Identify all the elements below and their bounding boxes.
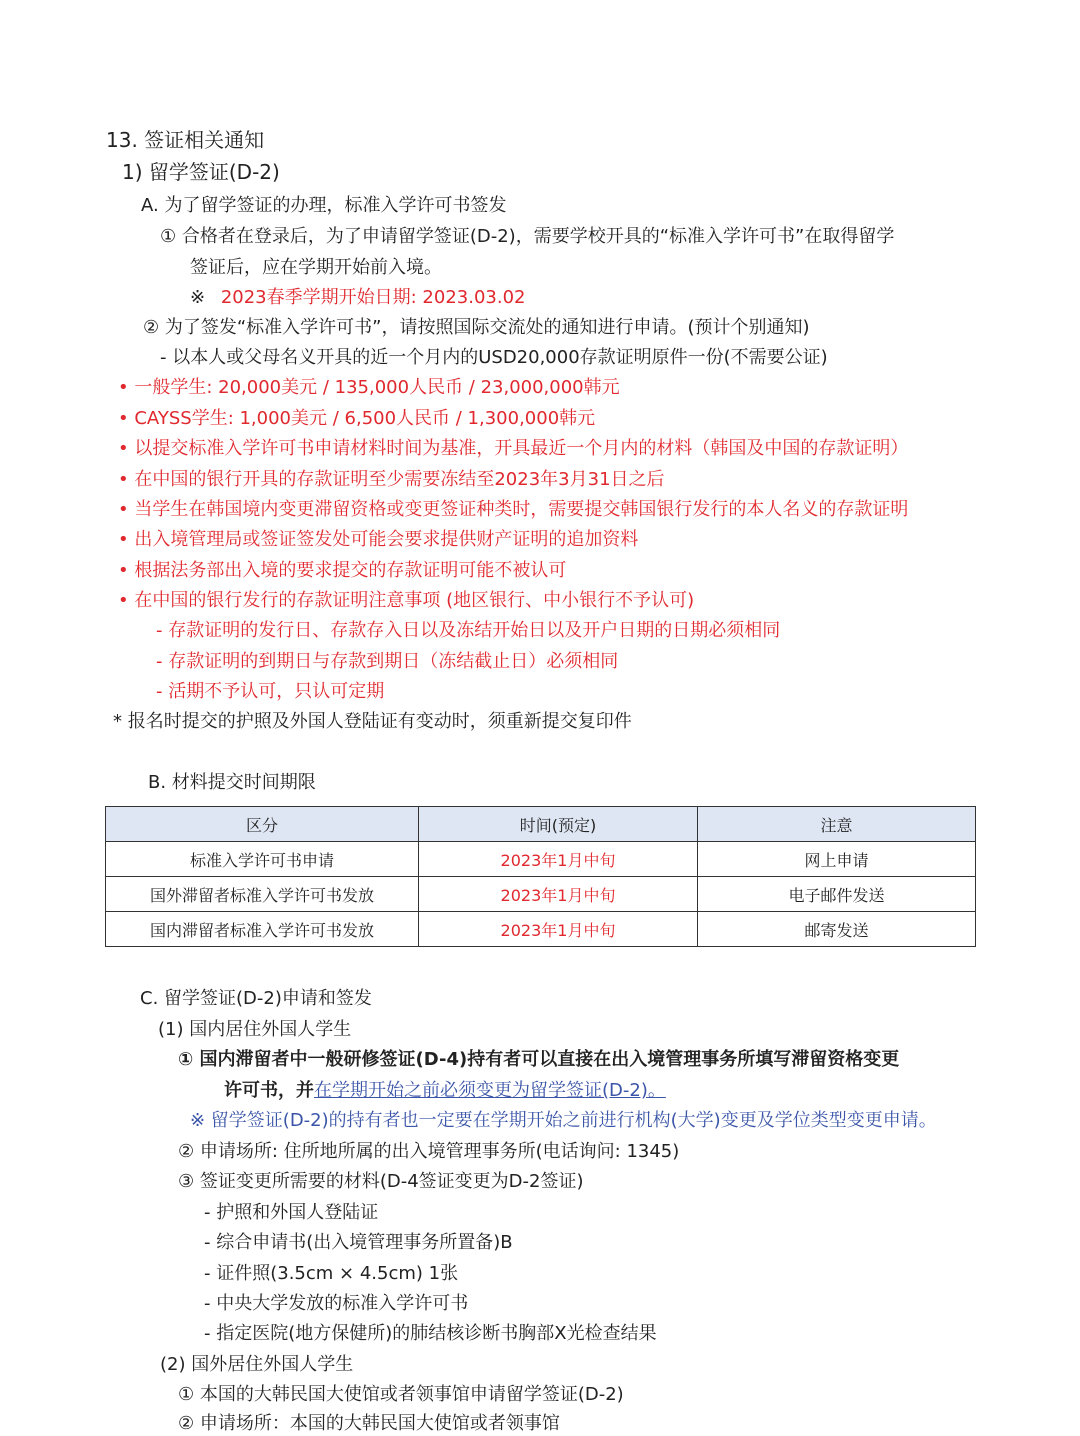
- table-header: 区分: [106, 807, 419, 842]
- material-item: - 中央大学发放的标准入学许可书: [204, 1293, 469, 1314]
- bullet-item: [118, 528, 638, 552]
- material-item: - 指定医院(地方保健所)的肺结核诊断书胸部X光检查结果: [204, 1323, 657, 1344]
- bullet-item: [118, 559, 566, 583]
- start-date-text: 2023春季学期开始日期: 2023.03.02: [220, 287, 526, 308]
- bullet-item: [118, 376, 620, 400]
- item-c2-2: ② 申请场所：本国的大韩民国大使馆或者领事馆: [178, 1413, 560, 1434]
- passport-note: * 报名时提交的护照及外国人登陆证有变动时，须重新提交复印件: [113, 711, 632, 732]
- bullet-text: 出入境管理局或签证签发处可能会要求提供财产证明的追加资料: [134, 529, 639, 550]
- bullet-dot: •: [118, 377, 129, 398]
- section-b-title: B. 材料提交时间期限: [148, 772, 316, 793]
- section-13-title: 13. 签证相关通知: [106, 128, 265, 152]
- item-c1-1-prefix: 许可书，并: [224, 1080, 314, 1101]
- bullet-text: 当学生在韩国境内变更滞留资格或变更签证种类时，需要提交韩国银行发行的本人名义的存款证明: [134, 499, 909, 520]
- item-c2-1: ① 本国的大韩民国大使馆或者领事馆申请留学签证(D-2): [178, 1384, 624, 1405]
- table-cell: 国内滞留者标准入学许可书发放: [106, 912, 419, 947]
- change-visa-link[interactable]: 在学期开始之前必须变更为留学签证(D-2)。: [314, 1080, 666, 1101]
- table-cell: 标准入学许可书申请: [106, 842, 419, 877]
- item-a1-line2: 签证后，应在学期开始前入境。: [190, 257, 442, 278]
- bullet-dot: •: [118, 438, 129, 459]
- table-header: 注意: [698, 807, 976, 842]
- item-a2-sub: - 以本人或父母名义开具的近一个月内的USD20,000存款证明原件一份(不需要公证): [160, 347, 828, 368]
- table-cell: 电子邮件发送: [698, 877, 976, 912]
- bullet-item: [118, 468, 665, 492]
- table-cell: 网上申请: [698, 842, 976, 877]
- item-a2: ② 为了签发“标准入学许可书”，请按照国际交流处的通知进行申请。(预计个别通知): [143, 317, 810, 338]
- item-c1-2: ② 申请场所: 住所地所属的出入境管理事务所(电话询问: 1345): [178, 1141, 680, 1162]
- item-c1-1-line2: [224, 1079, 666, 1103]
- table-row: [106, 842, 976, 877]
- material-item: - 护照和外国人登陆证: [204, 1202, 379, 1223]
- bullet-text: 在中国的银行开具的存款证明至少需要冻结至2023年3月31日之后: [134, 469, 665, 490]
- item-c1-1-line1: ① 国内滞留者中一般研修签证(D-4)持有者可以直接在出入境管理事务所填写滞留资格变更: [178, 1049, 900, 1070]
- section-a-title: A. 为了留学签证的办理，标准入学许可书签发: [141, 195, 507, 216]
- table-cell: 邮寄发送: [698, 912, 976, 947]
- table-cell-date: 2023年1月中旬: [419, 877, 698, 912]
- table-header-row: [106, 807, 976, 842]
- bullet-dot: •: [118, 590, 129, 611]
- bullet-dot: •: [118, 469, 129, 490]
- bullet-text: 一般学生: 20,000美元 / 135,000人民币 / 23,000,000韩元: [134, 377, 620, 398]
- material-item: - 综合申请书(出入境管理事务所置备)B: [204, 1232, 513, 1253]
- bullet-item: [118, 498, 908, 522]
- bullet-item: [118, 437, 908, 461]
- item-a1-line1: ① 合格者在登录后，为了申请留学签证(D-2)，需要学校开具的“标准入学许可书”在取得留学: [160, 226, 895, 247]
- visa-d2-title: 1) 留学签证(D-2): [122, 160, 280, 184]
- deadline-table: [105, 806, 976, 947]
- table-row: [106, 912, 976, 947]
- note-mark: ※: [190, 287, 206, 308]
- deposit-sub-item: - 活期不予认可，只认可定期: [156, 681, 385, 702]
- start-date-note: [190, 286, 525, 310]
- bullet-text: CAYSS学生: 1,000美元 / 6,500人民币 / 1,300,000韩元: [134, 408, 596, 429]
- bullet-item: [118, 407, 595, 431]
- table-row: [106, 877, 976, 912]
- overseas-students-title: (2) 国外居住外国人学生: [160, 1354, 354, 1375]
- table-cell: 国外滞留者标准入学许可书发放: [106, 877, 419, 912]
- bullet-text: 以提交标准入学许可书申请材料时间为基准，开具最近一个月内的材料（韩国及中国的存款证明）: [134, 438, 909, 459]
- bullet-dot: •: [118, 560, 129, 581]
- bullet-dot: •: [118, 499, 129, 520]
- deposit-sub-item: - 存款证明的到期日与存款到期日（冻结截止日）必须相同: [156, 651, 619, 672]
- bullet-dot: •: [118, 408, 129, 429]
- bullet-item: [118, 589, 694, 613]
- table-cell-date: 2023年1月中旬: [419, 842, 698, 877]
- section-c-title: C. 留学签证(D-2)申请和签发: [140, 988, 372, 1009]
- item-c1-3: ③ 签证变更所需要的材料(D-4签证变更为D-2签证): [178, 1171, 584, 1192]
- bullet-dot: •: [118, 529, 129, 550]
- table-cell-date: 2023年1月中旬: [419, 912, 698, 947]
- table-header: 时间(预定): [419, 807, 698, 842]
- deposit-sub-item: - 存款证明的发行日、存款存入日以及冻结开始日以及开户日期的日期必须相同: [156, 620, 781, 641]
- bullet-text: 根据法务部出入境的要求提交的存款证明可能不被认可: [134, 560, 567, 581]
- domestic-students-title: (1) 国内居住外国人学生: [158, 1019, 352, 1040]
- d2-holder-note: ※ 留学签证(D-2)的持有者也一定要在学期开始之前进行机构(大学)变更及学位类型变更申请。: [190, 1110, 937, 1131]
- bullet-text: 在中国的银行发行的存款证明注意事项 (地区银行、中小银行不予认可): [134, 590, 695, 611]
- material-item: - 证件照(3.5cm × 4.5cm) 1张: [204, 1263, 459, 1284]
